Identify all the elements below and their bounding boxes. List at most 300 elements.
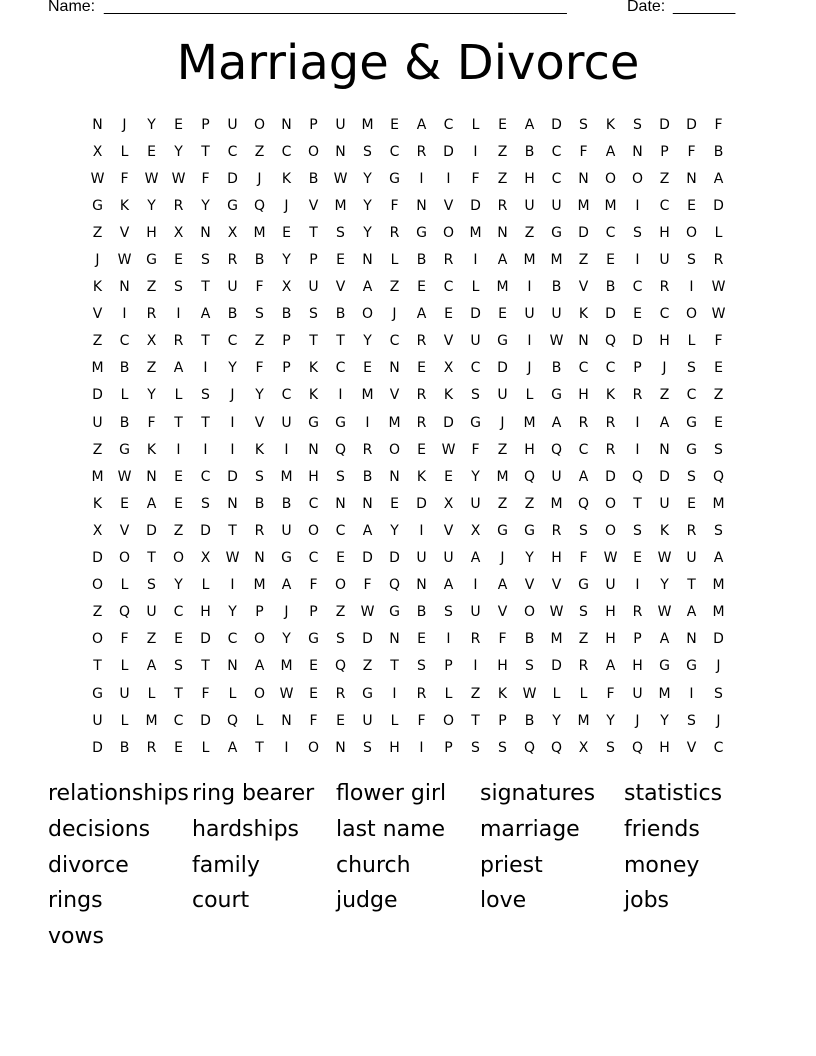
grid-letter: I xyxy=(230,577,235,594)
grid-letter: E xyxy=(417,631,426,648)
grid-letter: S xyxy=(147,577,156,594)
grid-letter: R xyxy=(551,522,562,539)
grid-letter: E xyxy=(174,116,183,133)
grid-letter: D xyxy=(659,116,670,133)
grid-letter: C xyxy=(281,143,292,160)
grid-letter: R xyxy=(362,441,373,458)
grid-letter: S xyxy=(606,739,615,756)
grid-letter: D xyxy=(92,739,103,756)
grid-letter: L xyxy=(579,685,588,702)
grid-letter: A xyxy=(605,658,616,675)
grid-letter: C xyxy=(551,170,562,187)
grid-letter: B xyxy=(524,712,535,729)
grid-letter: C xyxy=(227,631,238,648)
grid-letter: O xyxy=(253,116,266,133)
grid-letter: L xyxy=(687,333,696,350)
grid-letter: U xyxy=(92,712,103,729)
grid-letter: I xyxy=(419,739,424,756)
grid-letter: N xyxy=(281,712,292,729)
grid-letter: B xyxy=(524,631,535,648)
grid-letter: Y xyxy=(282,252,291,269)
grid-letter: P xyxy=(309,252,318,269)
grid-letter: A xyxy=(659,631,670,648)
grid-letter: U xyxy=(362,712,373,729)
word-bank-item: money xyxy=(624,852,700,878)
grid-letter: I xyxy=(473,252,478,269)
grid-letter: V xyxy=(308,197,319,214)
grid-letter: X xyxy=(578,739,589,756)
grid-letter: R xyxy=(389,224,400,241)
page-title: Marriage & Divorce xyxy=(176,35,640,91)
grid-letter: W xyxy=(333,170,348,187)
grid-letter: G xyxy=(686,414,697,431)
grid-letter: Z xyxy=(659,170,670,187)
grid-letter: N xyxy=(389,631,400,648)
grid-letter: Z xyxy=(92,604,103,621)
grid-letter: P xyxy=(633,631,642,648)
grid-letter: E xyxy=(633,306,642,323)
grid-letter: V xyxy=(497,604,508,621)
grid-letter: S xyxy=(417,658,426,675)
grid-letter: U xyxy=(146,604,157,621)
grid-letter: S xyxy=(633,522,642,539)
grid-letter: G xyxy=(227,197,238,214)
grid-row xyxy=(84,274,732,301)
grid-letter: J xyxy=(284,604,289,621)
grid-letter: F xyxy=(120,631,129,648)
grid-letter: F xyxy=(201,170,210,187)
grid-letter: B xyxy=(551,360,562,377)
grid-letter: Q xyxy=(523,468,536,485)
grid-letter: M xyxy=(577,712,590,729)
grid-letter: C xyxy=(470,360,481,377)
grid-letter: D xyxy=(551,658,562,675)
grid-letter: P xyxy=(633,360,642,377)
grid-letter: R xyxy=(578,414,589,431)
grid-letter: V xyxy=(119,224,130,241)
grid-letter: A xyxy=(416,306,427,323)
grid-letter: N xyxy=(227,495,238,512)
grid-letter: P xyxy=(201,116,210,133)
grid-letter: I xyxy=(527,333,532,350)
grid-letter: Y xyxy=(174,143,183,160)
grid-letter: A xyxy=(578,468,589,485)
grid-letter: U xyxy=(470,495,481,512)
grid-letter: L xyxy=(390,252,399,269)
date-label: Date: xyxy=(627,0,666,15)
grid-letter: Y xyxy=(255,387,264,404)
grid-letter: V xyxy=(524,577,535,594)
grid-letter: D xyxy=(200,712,211,729)
grid-letter: Z xyxy=(713,387,724,404)
grid-letter: F xyxy=(390,197,399,214)
grid-letter: Y xyxy=(147,116,156,133)
grid-letter: E xyxy=(309,658,318,675)
grid-letter: Z xyxy=(578,631,589,648)
grid-letter: D xyxy=(713,197,724,214)
grid-letter: U xyxy=(470,333,481,350)
grid-letter: E xyxy=(282,224,291,241)
grid-letter: P xyxy=(309,604,318,621)
grid-letter: A xyxy=(362,522,373,539)
grid-letter: M xyxy=(145,712,158,729)
grid-letter: R xyxy=(659,279,670,296)
grid-letter: X xyxy=(173,224,184,241)
grid-letter: M xyxy=(577,197,590,214)
grid-letter: W xyxy=(225,550,240,567)
grid-letter: R xyxy=(578,658,589,675)
grid-letter: C xyxy=(686,387,697,404)
grid-letter: L xyxy=(174,387,183,404)
worksheet-header xyxy=(48,0,748,20)
grid-letter: U xyxy=(497,387,508,404)
grid-letter: S xyxy=(633,116,642,133)
grid-letter: L xyxy=(552,685,561,702)
grid-row xyxy=(84,626,732,653)
grid-letter: L xyxy=(255,712,264,729)
grid-letter: A xyxy=(227,739,238,756)
grid-letter: E xyxy=(687,197,696,214)
grid-letter: M xyxy=(280,658,293,675)
grid-letter: R xyxy=(227,252,238,269)
grid-letter: N xyxy=(200,224,211,241)
grid-letter: H xyxy=(659,333,670,350)
grid-letter: I xyxy=(203,360,208,377)
grid-letter: O xyxy=(91,631,104,648)
grid-letter: L xyxy=(228,685,237,702)
grid-letter: F xyxy=(579,550,588,567)
grid-letter: P xyxy=(255,604,264,621)
grid-letter: R xyxy=(632,387,643,404)
grid-letter: U xyxy=(281,414,292,431)
grid-letter: R xyxy=(173,197,184,214)
grid-letter: J xyxy=(716,658,721,675)
grid-letter: H xyxy=(308,468,319,485)
word-bank-item: divorce xyxy=(48,852,129,878)
grid-letter: S xyxy=(255,468,264,485)
grid-letter: S xyxy=(471,387,480,404)
grid-letter: F xyxy=(714,333,723,350)
grid-letter: B xyxy=(119,414,130,431)
grid-letter: G xyxy=(92,197,103,214)
grid-letter: F xyxy=(471,441,480,458)
grid-letter: H xyxy=(551,550,562,567)
grid-letter: I xyxy=(527,279,532,296)
grid-letter: E xyxy=(417,360,426,377)
grid-letter: Z xyxy=(524,495,535,512)
grid-letter: I xyxy=(473,577,478,594)
grid-letter: X xyxy=(281,279,292,296)
grid-letter: X xyxy=(443,360,454,377)
grid-letter: F xyxy=(714,116,723,133)
grid-letter: C xyxy=(389,333,400,350)
grid-letter: E xyxy=(417,441,426,458)
word-bank-item: relationships xyxy=(48,781,189,806)
word-bank-item: flower girl xyxy=(336,781,447,806)
grid-letter: O xyxy=(604,522,617,539)
grid-letter: U xyxy=(659,252,670,269)
grid-letter: U xyxy=(119,685,130,702)
grid-letter: B xyxy=(281,495,292,512)
grid-letter: U xyxy=(416,550,427,567)
grid-row xyxy=(84,138,732,165)
grid-letter: R xyxy=(146,306,157,323)
grid-letter: A xyxy=(713,170,724,187)
grid-letter: E xyxy=(417,279,426,296)
grid-letter: D xyxy=(389,550,400,567)
grid-letter: Z xyxy=(578,252,589,269)
grid-letter: E xyxy=(174,739,183,756)
grid-letter: B xyxy=(416,252,427,269)
grid-letter: U xyxy=(605,577,616,594)
grid-letter: S xyxy=(579,604,588,621)
grid-letter: E xyxy=(498,116,507,133)
grid-letter: L xyxy=(714,224,723,241)
word-bank-item: court xyxy=(192,888,250,914)
grid-letter: V xyxy=(92,306,103,323)
grid-letter: L xyxy=(120,577,129,594)
word-bank-item: family xyxy=(192,852,260,878)
grid-letter: V xyxy=(335,279,346,296)
grid-letter: M xyxy=(253,577,266,594)
grid-letter: W xyxy=(603,550,618,567)
grid-letter: W xyxy=(522,685,537,702)
grid-letter: K xyxy=(281,170,292,187)
grid-letter: Q xyxy=(631,739,644,756)
grid-letter: L xyxy=(147,685,156,702)
grid-letter: L xyxy=(201,739,210,756)
grid-letter: S xyxy=(201,495,210,512)
grid-letter: R xyxy=(254,522,265,539)
grid-letter: Z xyxy=(524,224,535,241)
grid-letter: H xyxy=(632,658,643,675)
grid-letter: K xyxy=(254,441,265,458)
grid-letter: G xyxy=(389,604,400,621)
grid-letter: E xyxy=(336,712,345,729)
grid-letter: I xyxy=(176,441,181,458)
grid-letter: N xyxy=(497,224,508,241)
grid-letter: I xyxy=(635,252,640,269)
grid-letter: J xyxy=(392,306,397,323)
grid-letter: M xyxy=(361,116,374,133)
grid-letter: Y xyxy=(525,550,534,567)
grid-letter: W xyxy=(360,604,375,621)
grid-letter: K xyxy=(443,387,454,404)
grid-letter: H xyxy=(200,604,211,621)
grid-letter: S xyxy=(471,739,480,756)
grid-letter: R xyxy=(686,522,697,539)
grid-letter: D xyxy=(578,224,589,241)
grid-letter: T xyxy=(201,279,210,296)
grid-letter: Z xyxy=(92,441,103,458)
grid-letter: L xyxy=(120,143,129,160)
grid-letter: K xyxy=(308,387,319,404)
grid-letter: O xyxy=(253,685,266,702)
grid-letter: E xyxy=(309,685,318,702)
grid-letter: P xyxy=(282,333,291,350)
grid-letter: K xyxy=(605,116,616,133)
word-bank-item: decisions xyxy=(48,816,151,842)
grid-letter: D xyxy=(200,522,211,539)
grid-letter: R xyxy=(335,685,346,702)
grid-letter: S xyxy=(255,306,264,323)
grid-letter: R xyxy=(443,252,454,269)
grid-letter: F xyxy=(471,170,480,187)
grid-letter: O xyxy=(307,739,320,756)
grid-letter: Z xyxy=(254,333,265,350)
grid-letter: A xyxy=(281,577,292,594)
grid-letter: M xyxy=(496,279,509,296)
grid-letter: D xyxy=(551,116,562,133)
grid-letter: U xyxy=(686,550,697,567)
grid-letter: M xyxy=(550,252,563,269)
grid-letter: C xyxy=(443,116,454,133)
grid-letter: J xyxy=(635,712,640,729)
grid-letter: O xyxy=(685,306,698,323)
grid-letter: L xyxy=(471,279,480,296)
grid-letter: P xyxy=(444,658,453,675)
grid-letter: I xyxy=(284,739,289,756)
grid-letter: C xyxy=(119,333,130,350)
grid-letter: E xyxy=(390,116,399,133)
grid-letter: N xyxy=(578,333,589,350)
grid-letter: F xyxy=(255,360,264,377)
grid-letter: Q xyxy=(334,658,347,675)
grid-row xyxy=(84,572,732,599)
grid-row xyxy=(84,490,732,517)
grid-letter: N xyxy=(362,252,373,269)
grid-letter: Q xyxy=(523,739,536,756)
grid-letter: F xyxy=(255,279,264,296)
grid-letter: G xyxy=(470,414,481,431)
grid-letter: O xyxy=(604,495,617,512)
grid-letter: G xyxy=(686,441,697,458)
grid-letter: C xyxy=(632,279,643,296)
grid-letter: H xyxy=(578,387,589,404)
grid-letter: F xyxy=(498,631,507,648)
grid-letter: T xyxy=(309,333,318,350)
grid-letter: I xyxy=(284,441,289,458)
grid-letter: A xyxy=(524,116,535,133)
grid-letter: U xyxy=(443,550,454,567)
grid-letter: C xyxy=(713,739,724,756)
grid-letter: Z xyxy=(389,279,400,296)
grid-letter: G xyxy=(497,522,508,539)
grid-letter: C xyxy=(335,522,346,539)
grid-letter: R xyxy=(416,685,427,702)
grid-letter: H xyxy=(524,170,535,187)
grid-letter: O xyxy=(685,224,698,241)
grid-letter: A xyxy=(362,279,373,296)
word-bank-item: signatures xyxy=(480,781,596,806)
grid-letter: C xyxy=(200,468,211,485)
grid-letter: I xyxy=(689,279,694,296)
grid-letter: Y xyxy=(552,712,561,729)
grid-letter: G xyxy=(119,441,130,458)
grid-letter: W xyxy=(117,252,132,269)
grid-letter: D xyxy=(443,414,454,431)
grid-letter: O xyxy=(388,441,401,458)
grid-letter: S xyxy=(714,522,723,539)
grid-letter: R xyxy=(713,252,724,269)
grid-letter: Z xyxy=(92,224,103,241)
grid-letter: D xyxy=(659,468,670,485)
word-bank-item: vows xyxy=(48,924,104,950)
grid-letter: N xyxy=(119,279,130,296)
grid-row xyxy=(84,301,732,328)
grid-letter: M xyxy=(550,495,563,512)
grid-letter: M xyxy=(550,631,563,648)
grid-letter: G xyxy=(551,387,562,404)
grid-letter: R xyxy=(146,739,157,756)
grid-letter: X xyxy=(227,224,238,241)
word-bank-item: church xyxy=(336,852,411,878)
grid-letter: H xyxy=(659,739,670,756)
grid-letter: G xyxy=(335,414,346,431)
grid-letter: H xyxy=(524,441,535,458)
word-bank-item: love xyxy=(480,888,527,914)
word-bank-item: rings xyxy=(48,888,103,914)
grid-row xyxy=(84,409,732,436)
grid-letter: J xyxy=(527,360,532,377)
grid-letter: V xyxy=(443,333,454,350)
grid-letter: Y xyxy=(201,197,210,214)
grid-letter: G xyxy=(308,414,319,431)
grid-letter: M xyxy=(469,224,482,241)
grid-letter: J xyxy=(95,252,100,269)
grid-letter: X xyxy=(443,495,454,512)
word-bank-item: statistics xyxy=(624,781,723,806)
grid-letter: G xyxy=(389,170,400,187)
grid-letter: Z xyxy=(335,604,346,621)
grid-letter: I xyxy=(473,658,478,675)
grid-letter: I xyxy=(635,197,640,214)
grid-letter: I xyxy=(446,170,451,187)
grid-letter: W xyxy=(171,170,186,187)
grid-letter: M xyxy=(712,604,725,621)
grid-letter: W xyxy=(549,333,564,350)
grid-letter: Q xyxy=(712,468,725,485)
grid-letter: W xyxy=(90,170,105,187)
grid-letter: N xyxy=(686,170,697,187)
grid-letter: Z xyxy=(362,658,373,675)
grid-letter: S xyxy=(714,685,723,702)
grid-letter: U xyxy=(551,197,562,214)
grid-letter: D xyxy=(227,468,238,485)
grid-letter: B xyxy=(335,306,346,323)
grid-letter: A xyxy=(200,306,211,323)
grid-letter: G xyxy=(281,550,292,567)
grid-letter: R xyxy=(497,197,508,214)
grid-letter: D xyxy=(200,631,211,648)
grid-letter: F xyxy=(687,143,696,160)
grid-letter: Y xyxy=(363,197,372,214)
grid-letter: S xyxy=(336,224,345,241)
grid-row xyxy=(84,545,732,572)
grid-letter: Q xyxy=(631,468,644,485)
grid-letter: Y xyxy=(471,468,480,485)
grid-letter: V xyxy=(119,522,130,539)
grid-letter: X xyxy=(146,333,157,350)
grid-letter: A xyxy=(470,550,481,567)
grid-letter: O xyxy=(172,550,185,567)
grid-letter: A xyxy=(254,658,265,675)
grid-letter: W xyxy=(441,441,456,458)
grid-letter: E xyxy=(336,252,345,269)
grid-letter: C xyxy=(389,143,400,160)
grid-letter: A xyxy=(713,550,724,567)
grid-letter: M xyxy=(388,414,401,431)
